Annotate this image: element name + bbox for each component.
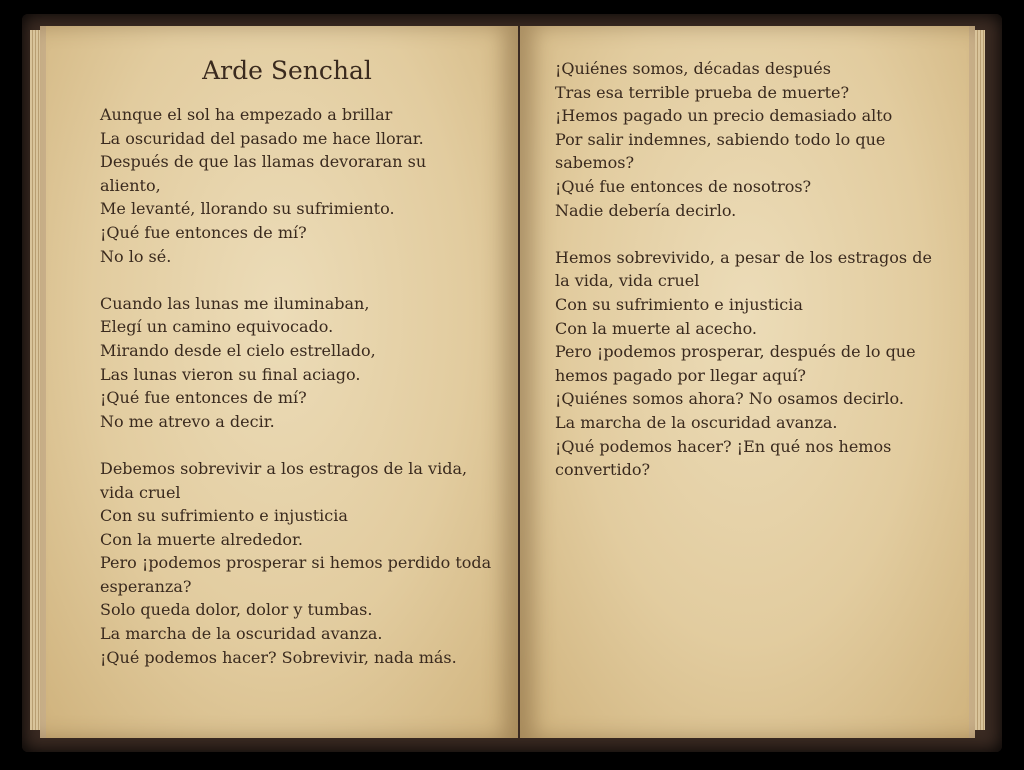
text-line: Debemos sobrevivir a los estragos de la vida,: [100, 458, 468, 478]
text-line: ¡Qué fue entonces de mí?: [100, 222, 307, 242]
text-line: esperanza?: [100, 576, 192, 596]
book-title: Arde Senchal: [202, 56, 372, 85]
text-line: convertido?: [555, 460, 651, 480]
text-line: Con su sufrimiento e injusticia: [100, 506, 348, 526]
text-line: Tras esa terrible prueba de muerte?: [555, 82, 850, 102]
text-line: Con su sufrimiento e injusticia: [555, 294, 803, 314]
text-line: Solo queda dolor, dolor y tumbas.: [100, 600, 373, 620]
page-edges-left: [30, 30, 40, 730]
right-page-text: [555, 57, 932, 482]
text-line: Me levanté, llorando su sufrimiento.: [100, 199, 395, 219]
blank-line: [100, 268, 491, 292]
blank-line: [555, 222, 932, 246]
text-line: hemos pagado por llegar aquí?: [555, 365, 807, 385]
text-line: Pero ¡podemos prosperar, después de lo que: [555, 342, 916, 362]
text-line: ¡Qué fue entonces de nosotros?: [555, 176, 812, 196]
text-line: aliento,: [100, 175, 161, 195]
text-line: La marcha de la oscuridad avanza.: [555, 412, 838, 432]
text-line: Las lunas vieron su final aciago.: [100, 364, 361, 384]
text-line: Aunque el sol ha empezado a brillar: [100, 105, 393, 124]
text-line: ¡Qué podemos hacer? ¡En qué nos hemos: [555, 436, 892, 456]
text-line: vida cruel: [100, 482, 181, 502]
text-line: ¡Quiénes somos ahora? No osamos decirlo.: [555, 389, 904, 409]
text-line: La oscuridad del pasado me hace llorar.: [100, 128, 424, 148]
text-line: No lo sé.: [100, 246, 172, 266]
blank-line: [100, 433, 491, 457]
text-line: Mirando desde el cielo estrellado,: [100, 340, 376, 360]
left-page-text: [100, 103, 491, 669]
text-line: ¡Qué podemos hacer? Sobrevivir, nada más.: [100, 647, 457, 667]
text-line: La marcha de la oscuridad avanza.: [100, 624, 383, 644]
text-line: la vida, vida cruel: [555, 271, 700, 291]
text-line: sabemos?: [555, 153, 635, 173]
text-line: Con la muerte al acecho.: [555, 318, 757, 338]
text-line: Después de que las llamas devoraran su: [100, 152, 427, 172]
text-line: Elegí un camino equivocado.: [100, 317, 334, 337]
text-line: Cuando las lunas me iluminaban,: [100, 293, 370, 313]
text-line: Hemos sobrevivido, a pesar de los estragos de: [555, 247, 932, 267]
text-line: Por salir indemnes, sabiendo todo lo que: [555, 129, 886, 149]
text-line: No me atrevo a decir.: [100, 411, 275, 431]
text-line: Pero ¡podemos prosperar si hemos perdido toda: [100, 553, 492, 573]
text-line: ¡Qué fue entonces de mí?: [100, 388, 307, 408]
text-line: ¡Hemos pagado un precio demasiado alto: [555, 106, 893, 126]
text-line: Nadie debería decirlo.: [555, 200, 737, 220]
page-edges-right: [975, 30, 985, 730]
text-line: ¡Quiénes somos, décadas después: [555, 59, 831, 78]
text-line: Con la muerte alrededor.: [100, 529, 303, 549]
